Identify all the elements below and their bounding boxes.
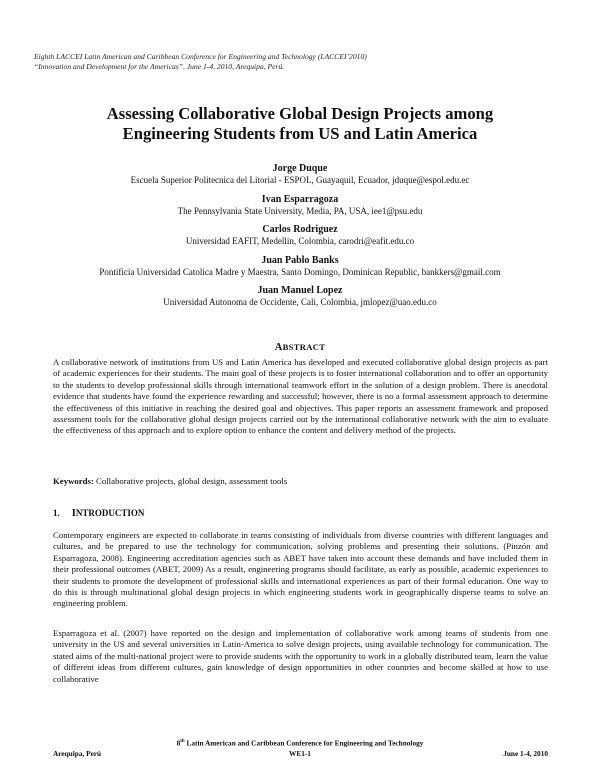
footer-ordinal: 8 <box>176 738 181 748</box>
author-name: Ivan Esparragoza <box>261 193 339 205</box>
author-affiliation: Universidad EAFIT, Medellin, Colombia, carodri@eafit.edu.co <box>185 236 415 246</box>
section-heading-introduction <box>53 508 548 519</box>
paper-title <box>40 104 560 144</box>
author-name: Carlos Rodriguez <box>262 224 338 235</box>
keywords-text: Collaborative projects, global design, assessment tools <box>93 476 288 486</box>
intro-paragraph-1: Contemporary engineers are expected to collaborate in teams consisting of individuals from diverse countries with different languages and cultures, and be prepared to use the technology for communication, solving problems and presenting their solutions. (Pinzón and Esparragoza, 2008). Engineering accreditation agencies such as ABET have taken into account these demands and have included them in their professional outcomes (ABET, 2009) As a result, engineering programs should facilitate, as early as possible, academic experiences to their students to promote the development of professional skills and international experiences as part of their formal education. One way to do this is through multinational global design projects in which engineering students work in geographically disperse teams to solve an engineering problem. <box>53 530 548 609</box>
author-affiliation: Universidad Autonoma de Occidente, Cali, Colombia, jmlopez@uao.edu.co <box>163 297 437 307</box>
author-affiliation: Pontificia Universidad Catolica Madre y Maestra, Santo Domingo, Dominican Republic, bankkers@gmail.com <box>99 266 501 277</box>
author-block <box>20 284 580 309</box>
author-name: Juan Manuel Lopez <box>257 285 343 296</box>
footer-date: June 1-4, 2010 <box>503 749 548 758</box>
author-affiliation: Escuela Superior Politecnica del Litorial - ESPOL, Guayaquil, Ecuador, jduque@espol.edu.ec <box>130 175 470 185</box>
author-list <box>20 162 580 315</box>
author-affiliation: The Pennsylvania State University, Media, PA, USA, iee1@psu.edu <box>177 205 423 216</box>
footer-location: Arequipa, Perú <box>53 749 102 758</box>
footer-page-number: WE1-1 <box>289 749 311 758</box>
abstract-heading <box>0 342 600 353</box>
keywords-label: Keywords: <box>53 476 94 486</box>
author-name: Juan Pablo Banks <box>261 254 339 266</box>
section-heading-rest: NTRODUCTION <box>75 508 145 518</box>
author-block <box>20 162 580 187</box>
section-number: 1. <box>53 508 60 518</box>
abstract-heading-initial: A <box>274 342 283 353</box>
header-line-1: Eighth LACCEI Latin American and Caribbean Conference for Engineering and Technology (LACCEI’2010) <box>34 52 367 61</box>
abstract-text: A collaborative network of institutions from US and Latin America has developed and executed collaborative global design projects as part of academic experiences for their students. The main goal of these projects is to foster international collaboration and to offer an opportunity to the students to develop professional skills through international teamwork effort in the solution of a design problem. There is anecdotal evidence that students have found the experience rewarding and successful; however, there is no a formal assessment approach to determine the effectiveness of this initiative in reaching the desired goal and objectives. This paper reports an assessment framework and proposed assessment tools for the collaborative global design projects carried out by the international collaborative network with the aim to evaluate the effectiveness of this approach and to explore option to enhance the content and delivery method of the projects. <box>53 357 548 436</box>
abstract-heading-rest: BSTRACT <box>282 342 326 352</box>
title-line-2: Engineering Students from US and Latin America <box>122 124 478 143</box>
intro-paragraph-2: Esparragoza et al. (2007) have reported on the design and implementation of collaborative work among teams of students from one university in the US and several universities in Latin-America to solve design projects, using available technology for communication. The stated aims of the multi-national project were to provide students with the opportunity to work in a globally distributed team, learn the value of different ideas from different cultures, gain knowledge of design opportunities in other countries and become skilled at how to use collaborative <box>53 628 548 684</box>
header-line-2: “Innovation and Development for the Americas”, June 1-4, 2010, Arequipa, Perú. <box>34 62 285 71</box>
author-block <box>20 254 580 279</box>
author-block <box>20 223 580 248</box>
conference-header <box>34 52 574 72</box>
footer-ordinal-suffix: th <box>180 739 185 744</box>
title-line-1: Assessing Collaborative Global Design Projects among <box>106 104 494 123</box>
author-block <box>20 193 580 218</box>
keywords <box>53 476 548 487</box>
section-heading-initial: I <box>71 508 76 519</box>
author-name: Jorge Duque <box>272 163 328 174</box>
footer-conference-name: Latin American and Caribbean Conference for Engineering and Technology <box>184 738 424 748</box>
footer-conference <box>0 737 600 747</box>
